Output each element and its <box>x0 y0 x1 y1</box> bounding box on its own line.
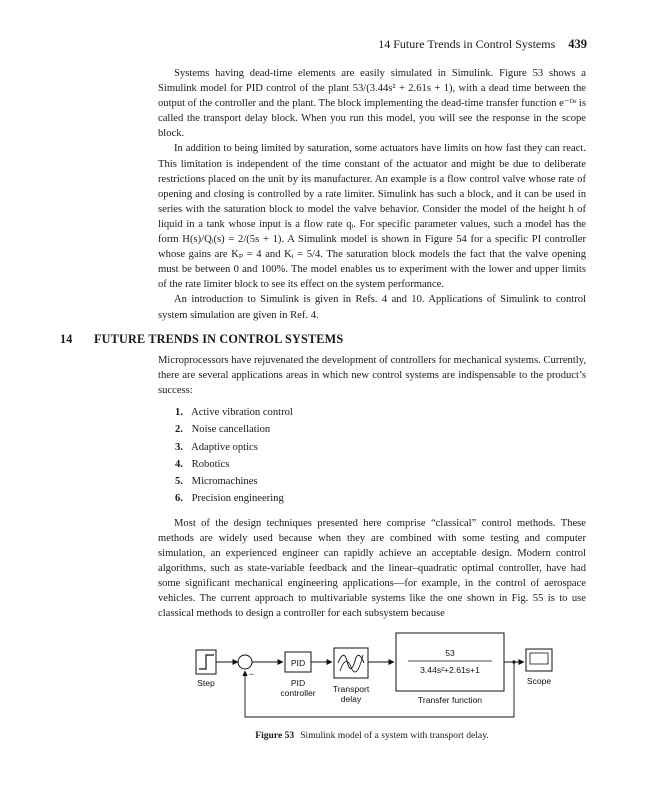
caption-text: Simulink model of a system with transport delay. <box>300 730 489 741</box>
list-item: 3. Adaptive optics <box>175 441 258 453</box>
caption-label: Figure 53 <box>255 730 295 741</box>
delay-label-2: delay <box>340 694 362 704</box>
pid-controller-block <box>280 652 315 698</box>
tf-numerator: 53 <box>445 648 455 658</box>
list-item: 6. Precision engineering <box>175 493 284 505</box>
pid-block-text: PID <box>290 658 306 668</box>
tf-denominator: 3.44s²+2.61s+1 <box>420 665 480 675</box>
scope-block <box>526 649 552 686</box>
simulink-diagram <box>158 625 586 735</box>
paragraph: Systems having dead-time elements are easily simulated in Simulink. Figure 53 shows a Simulink model for PID control of the plant 53/(3.44s² + 2.61s + 1), with a dead time between the output of the controller and the plant. The block implementing the dead-time transfer function e⁻ᴰˢ is called the transport delay block. When you run this model, you will see the response in the scope block. <box>158 68 586 140</box>
delay-label: Transport <box>332 684 370 694</box>
running-header <box>378 37 587 52</box>
body-text <box>158 66 586 323</box>
paragraph: In addition to being limited by saturation, some actuators have limits on how fast they can react. This limitation is independent of the time constant of the actuator and might be due to deliberate restrictions placed on the unit by its manufacturer. An example is a flow control valve whose rate of opening and closing is controlled by a rate limiter. Simulink has such a block, and it can be used in series with the saturation block to model the valve behavior. Consider the model of the height h of liquid in a tank whose input is a flow rate qᵢ. For specific parameter values, such a model has the form H(s)/Qᵢ(s) = 2/(5s + 1). A Simulink model is shown in Figure 54 for a specific PI controller whose gains are Kₚ = 4 and Kᵢ = 5/4. The saturation block models the fact that the valve opening must be between 0 and 100%. The model enables us to experiment with the lower and upper limits of the rate limiter block to see its effect on the system performance. <box>158 143 586 291</box>
sum-block <box>238 655 254 679</box>
list-item: 4. Robotics <box>175 458 230 470</box>
list-item: 5. Micromachines <box>175 476 258 488</box>
section-intro: Microprocessors have rejuvenated the development of controllers for mechanical systems. Currently, there are several applications areas in which new control systems are indispensable to the product’s success: <box>158 355 586 397</box>
scope-label: Scope <box>526 676 552 686</box>
transfer-function-block <box>396 633 504 705</box>
list-item: 1. Active vibration control <box>175 407 293 419</box>
section-number: 14 <box>60 332 73 346</box>
section-heading <box>60 332 343 347</box>
page-number: 439 <box>568 37 587 51</box>
running-title: 14 Future Trends in Control Systems <box>378 37 556 51</box>
figure-caption <box>158 730 586 741</box>
step-block <box>196 650 216 688</box>
sum-sign: − <box>249 669 255 679</box>
section-title: FUTURE TRENDS IN CONTROL SYSTEMS <box>94 332 344 346</box>
pid-label-2: controller <box>280 688 316 698</box>
paragraph: An introduction to Simulink is given in Refs. 4 and 10. Applications of Simulink to control system simulation are given in Ref. 4. <box>158 294 586 321</box>
transport-delay-block <box>333 648 370 704</box>
tf-label: Transfer function <box>417 695 483 705</box>
pid-label: PID <box>290 678 306 688</box>
section-body <box>158 353 586 621</box>
section-closing-paragraph: Most of the design techniques presented here comprise “classical” control methods. These methods are widely used because when they are combined with some testing and computer simulation, an experienced engineer can rapidly achieve an acceptable design. Modern control algorithms, such as state-variable feedback and the linear–quadratic optimal controller, have had some significant mechanical engineering applications—for example, in the control of aerospace vehicles. The current approach to multivariable systems like the one shown in Fig. 55 is to use classical methods to design a controller for each subsystem because <box>158 517 586 620</box>
applications-list <box>158 404 586 507</box>
step-label: Step <box>197 678 215 688</box>
list-item: 2. Noise cancellation <box>175 424 271 436</box>
